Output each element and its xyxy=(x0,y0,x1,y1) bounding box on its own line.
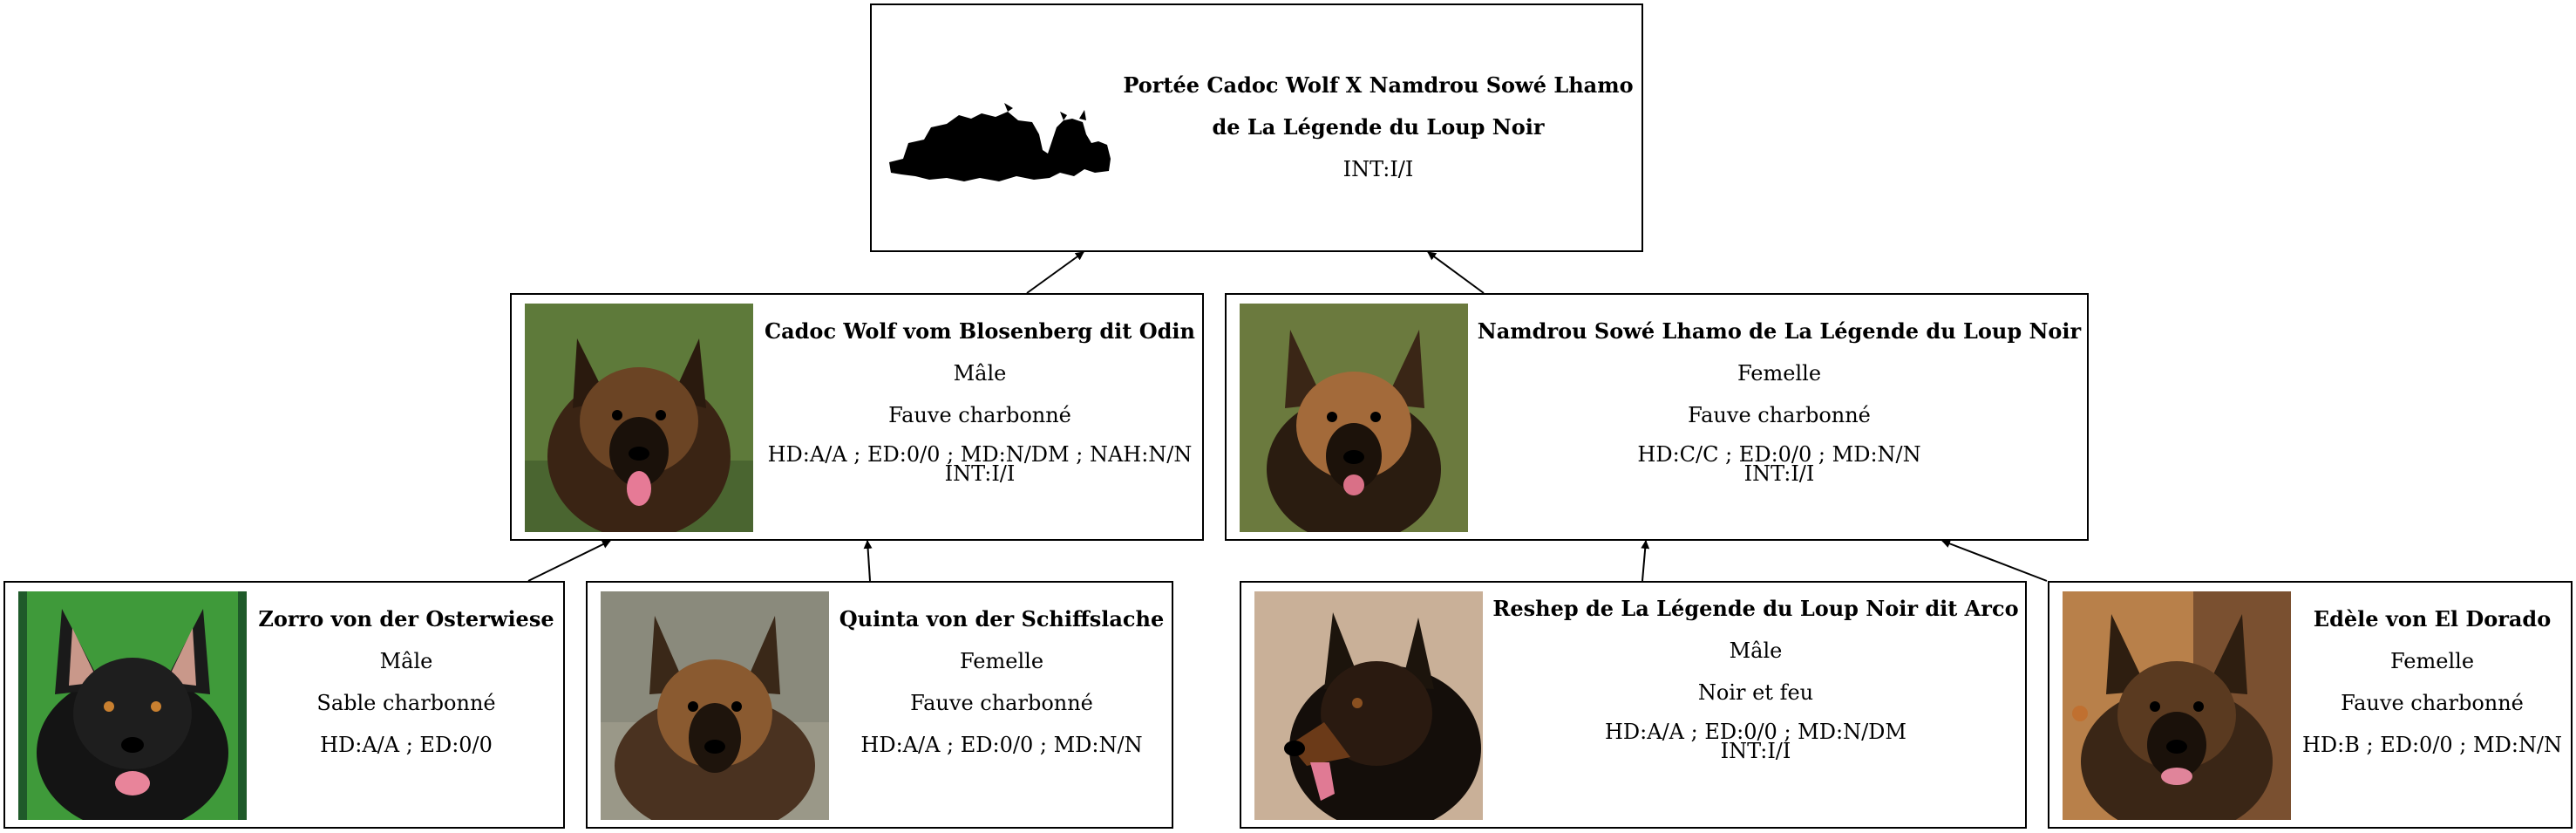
puppies-silhouette-icon xyxy=(886,89,1112,185)
zorro-color: Sable charbonné xyxy=(316,691,496,715)
dog-photo-icon xyxy=(2063,591,2291,820)
dam-color: Fauve charbonné xyxy=(1688,403,1871,427)
reshep-int: INT:I/I xyxy=(1720,739,1791,763)
dog-photo-icon xyxy=(18,591,247,820)
sire-name: Cadoc Wolf vom Blosenberg dit Odin xyxy=(765,318,1195,344)
sire-color: Fauve charbonné xyxy=(888,403,1071,427)
reshep-color: Noir et feu xyxy=(1697,680,1814,705)
litter-title: Portée Cadoc Wolf X Namdrou Sowé Lhamo xyxy=(1123,72,1634,98)
dog-photo-icon xyxy=(525,304,753,532)
grandsire-paternal-node[interactable] xyxy=(3,581,565,829)
zorro-sex: Mâle xyxy=(379,649,433,673)
litter-node[interactable] xyxy=(870,3,1643,252)
quinta-color: Fauve charbonné xyxy=(910,691,1093,715)
dog-photo-icon xyxy=(601,591,829,820)
zorro-tests: HD:A/A ; ED:0/0 xyxy=(320,733,493,757)
dog-photo-icon xyxy=(1254,591,1483,820)
granddam-paternal-node[interactable] xyxy=(586,581,1173,829)
quinta-name: Quinta von der Schiffslache xyxy=(839,606,1165,632)
grandsire-maternal-node[interactable] xyxy=(1240,581,2027,829)
edge-zorro-to-sire xyxy=(528,541,610,581)
quinta-sex: Femelle xyxy=(959,649,1044,673)
dam-node[interactable] xyxy=(1225,293,2089,541)
edele-info xyxy=(2297,598,2567,766)
sire-int: INT:I/I xyxy=(944,461,1016,486)
dog-photo-icon xyxy=(1240,304,1468,532)
edge-reshep-to-dam xyxy=(1642,541,1646,581)
litter-tests: INT:I/I xyxy=(1342,157,1414,181)
zorro-name: Zorro von der Osterwiese xyxy=(258,606,554,632)
edele-tests: HD:B ; ED:0/0 ; MD:N/N xyxy=(2301,733,2563,757)
litter-subtitle: de La Légende du Loup Noir xyxy=(1212,114,1545,140)
dam-name: Namdrou Sowé Lhamo de La Légende du Loup Noir xyxy=(1477,318,2082,344)
dam-tests: HD:C/C ; ED:0/0 ; MD:N/N xyxy=(1637,442,1921,467)
dam-int: INT:I/I xyxy=(1743,461,1815,486)
dam-info xyxy=(1474,311,2084,486)
litter-info xyxy=(1121,65,1635,190)
sire-sex: Mâle xyxy=(953,361,1007,386)
sire-node[interactable] xyxy=(510,293,1204,541)
edge-quinta-to-sire xyxy=(867,541,870,581)
zorro-info xyxy=(253,598,560,766)
sire-info xyxy=(759,311,1200,486)
edele-sex: Femelle xyxy=(2389,649,2475,673)
granddam-maternal-node[interactable] xyxy=(2048,581,2573,829)
edge-sire-to-litter xyxy=(1027,252,1084,293)
quinta-tests: HD:A/A ; ED:0/0 ; MD:N/N xyxy=(860,733,1143,757)
dam-sex: Femelle xyxy=(1737,361,1822,386)
reshep-info xyxy=(1489,588,2022,761)
edge-dam-to-litter xyxy=(1428,252,1484,293)
sire-tests: HD:A/A ; ED:0/0 ; MD:N/DM ; NAH:N/N xyxy=(767,442,1193,467)
reshep-sex: Mâle xyxy=(1729,638,1783,663)
quinta-info xyxy=(835,598,1168,766)
reshep-tests: HD:A/A ; ED:0/0 ; MD:N/DM xyxy=(1605,720,1907,744)
edge-edele-to-dam xyxy=(1942,541,2047,581)
reshep-name: Reshep de La Légende du Loup Noir dit Arco xyxy=(1492,596,2019,621)
edele-color: Fauve charbonné xyxy=(2341,691,2524,715)
edele-name: Edèle von El Dorado xyxy=(2313,606,2552,632)
